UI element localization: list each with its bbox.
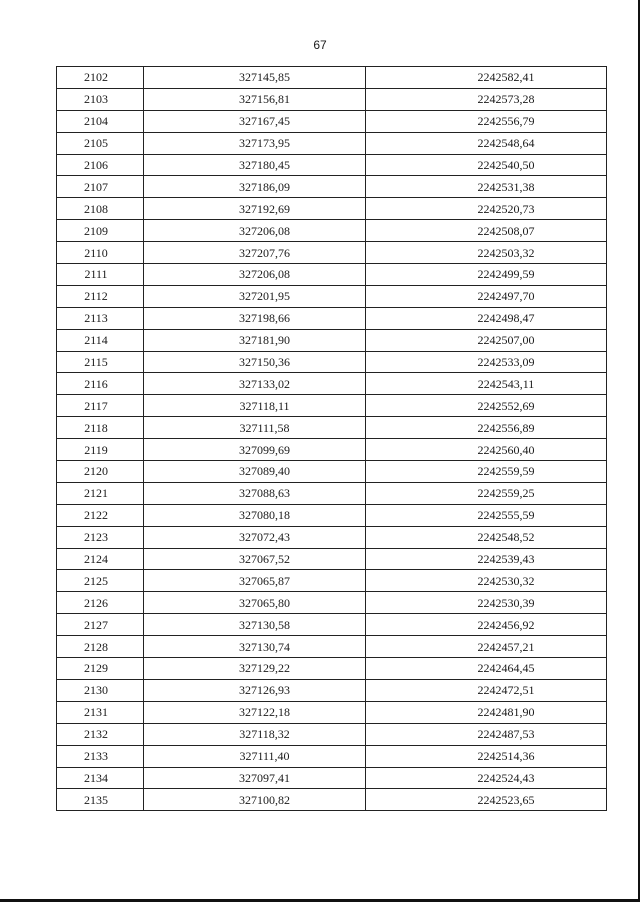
table-row bbox=[57, 176, 607, 198]
point-number-cell: 2106 bbox=[57, 154, 144, 176]
x-coordinate-cell: 327100,82 bbox=[144, 789, 366, 811]
x-coordinate-cell: 327207,76 bbox=[144, 242, 366, 264]
point-number-cell: 2129 bbox=[57, 658, 144, 680]
point-number-cell: 2111 bbox=[57, 264, 144, 286]
x-coordinate-cell: 327089,40 bbox=[144, 461, 366, 483]
y-coordinate-cell: 2242539,43 bbox=[366, 548, 607, 570]
point-number-cell: 2115 bbox=[57, 351, 144, 373]
table-row bbox=[57, 723, 607, 745]
table-row bbox=[57, 110, 607, 132]
x-coordinate-cell: 327099,69 bbox=[144, 439, 366, 461]
y-coordinate-cell: 2242499,59 bbox=[366, 264, 607, 286]
y-coordinate-cell: 2242548,52 bbox=[366, 526, 607, 548]
x-coordinate-cell: 327129,22 bbox=[144, 658, 366, 680]
x-coordinate-cell: 327198,66 bbox=[144, 307, 366, 329]
table-row bbox=[57, 614, 607, 636]
x-coordinate-cell: 327180,45 bbox=[144, 154, 366, 176]
x-coordinate-cell: 327167,45 bbox=[144, 110, 366, 132]
table-row bbox=[57, 132, 607, 154]
x-coordinate-cell: 327065,80 bbox=[144, 592, 366, 614]
x-coordinate-cell: 327072,43 bbox=[144, 526, 366, 548]
table-row bbox=[57, 482, 607, 504]
point-number-cell: 2102 bbox=[57, 67, 144, 89]
point-number-cell: 2114 bbox=[57, 329, 144, 351]
y-coordinate-cell: 2242556,89 bbox=[366, 417, 607, 439]
x-coordinate-cell: 327201,95 bbox=[144, 285, 366, 307]
y-coordinate-cell: 2242514,36 bbox=[366, 745, 607, 767]
table-row bbox=[57, 88, 607, 110]
table-row bbox=[57, 395, 607, 417]
table-row bbox=[57, 701, 607, 723]
table-row bbox=[57, 373, 607, 395]
y-coordinate-cell: 2242559,59 bbox=[366, 461, 607, 483]
y-coordinate-cell: 2242530,32 bbox=[366, 570, 607, 592]
x-coordinate-cell: 327145,85 bbox=[144, 67, 366, 89]
point-number-cell: 2123 bbox=[57, 526, 144, 548]
x-coordinate-cell: 327118,11 bbox=[144, 395, 366, 417]
point-number-cell: 2119 bbox=[57, 439, 144, 461]
point-number-cell: 2113 bbox=[57, 307, 144, 329]
table-row bbox=[57, 745, 607, 767]
x-coordinate-cell: 327122,18 bbox=[144, 701, 366, 723]
table-row bbox=[57, 548, 607, 570]
y-coordinate-cell: 2242503,32 bbox=[366, 242, 607, 264]
x-coordinate-cell: 327088,63 bbox=[144, 482, 366, 504]
page-number: 67 bbox=[313, 38, 327, 52]
table-row bbox=[57, 592, 607, 614]
x-coordinate-cell: 327181,90 bbox=[144, 329, 366, 351]
table-row bbox=[57, 307, 607, 329]
point-number-cell: 2131 bbox=[57, 701, 144, 723]
table-row bbox=[57, 417, 607, 439]
x-coordinate-cell: 327130,74 bbox=[144, 636, 366, 658]
y-coordinate-cell: 2242507,00 bbox=[366, 329, 607, 351]
y-coordinate-cell: 2242481,90 bbox=[366, 701, 607, 723]
point-number-cell: 2112 bbox=[57, 285, 144, 307]
table-row bbox=[57, 461, 607, 483]
y-coordinate-cell: 2242559,25 bbox=[366, 482, 607, 504]
y-coordinate-cell: 2242497,70 bbox=[366, 285, 607, 307]
point-number-cell: 2120 bbox=[57, 461, 144, 483]
table-row bbox=[57, 658, 607, 680]
point-number-cell: 2125 bbox=[57, 570, 144, 592]
point-number-cell: 2118 bbox=[57, 417, 144, 439]
table-row bbox=[57, 154, 607, 176]
y-coordinate-cell: 2242508,07 bbox=[366, 220, 607, 242]
table-row bbox=[57, 789, 607, 811]
point-number-cell: 2133 bbox=[57, 745, 144, 767]
y-coordinate-cell: 2242530,39 bbox=[366, 592, 607, 614]
x-coordinate-cell: 327130,58 bbox=[144, 614, 366, 636]
y-coordinate-cell: 2242457,21 bbox=[366, 636, 607, 658]
point-number-cell: 2105 bbox=[57, 132, 144, 154]
table-row bbox=[57, 67, 607, 89]
point-number-cell: 2135 bbox=[57, 789, 144, 811]
x-coordinate-cell: 327206,08 bbox=[144, 220, 366, 242]
point-number-cell: 2124 bbox=[57, 548, 144, 570]
x-coordinate-cell: 327080,18 bbox=[144, 504, 366, 526]
table-row bbox=[57, 767, 607, 789]
point-number-cell: 2132 bbox=[57, 723, 144, 745]
table-row bbox=[57, 526, 607, 548]
table-row bbox=[57, 285, 607, 307]
x-coordinate-cell: 327111,58 bbox=[144, 417, 366, 439]
table-row bbox=[57, 504, 607, 526]
y-coordinate-cell: 2242533,09 bbox=[366, 351, 607, 373]
coordinates-table bbox=[56, 66, 607, 811]
y-coordinate-cell: 2242555,59 bbox=[366, 504, 607, 526]
y-coordinate-cell: 2242582,41 bbox=[366, 67, 607, 89]
y-coordinate-cell: 2242523,65 bbox=[366, 789, 607, 811]
point-number-cell: 2122 bbox=[57, 504, 144, 526]
table-row bbox=[57, 636, 607, 658]
point-number-cell: 2128 bbox=[57, 636, 144, 658]
table-row bbox=[57, 679, 607, 701]
y-coordinate-cell: 2242498,47 bbox=[366, 307, 607, 329]
x-coordinate-cell: 327156,81 bbox=[144, 88, 366, 110]
table-row bbox=[57, 570, 607, 592]
x-coordinate-cell: 327126,93 bbox=[144, 679, 366, 701]
point-number-cell: 2126 bbox=[57, 592, 144, 614]
y-coordinate-cell: 2242552,69 bbox=[366, 395, 607, 417]
x-coordinate-cell: 327186,09 bbox=[144, 176, 366, 198]
table-row bbox=[57, 439, 607, 461]
y-coordinate-cell: 2242531,38 bbox=[366, 176, 607, 198]
point-number-cell: 2104 bbox=[57, 110, 144, 132]
x-coordinate-cell: 327150,36 bbox=[144, 351, 366, 373]
point-number-cell: 2127 bbox=[57, 614, 144, 636]
x-coordinate-cell: 327067,52 bbox=[144, 548, 366, 570]
point-number-cell: 2109 bbox=[57, 220, 144, 242]
y-coordinate-cell: 2242456,92 bbox=[366, 614, 607, 636]
table-row bbox=[57, 351, 607, 373]
point-number-cell: 2103 bbox=[57, 88, 144, 110]
x-coordinate-cell: 327118,32 bbox=[144, 723, 366, 745]
y-coordinate-cell: 2242464,45 bbox=[366, 658, 607, 680]
x-coordinate-cell: 327133,02 bbox=[144, 373, 366, 395]
table-row bbox=[57, 264, 607, 286]
point-number-cell: 2107 bbox=[57, 176, 144, 198]
point-number-cell: 2134 bbox=[57, 767, 144, 789]
point-number-cell: 2108 bbox=[57, 198, 144, 220]
y-coordinate-cell: 2242520,73 bbox=[366, 198, 607, 220]
x-coordinate-cell: 327192,69 bbox=[144, 198, 366, 220]
x-coordinate-cell: 327111,40 bbox=[144, 745, 366, 767]
point-number-cell: 2117 bbox=[57, 395, 144, 417]
point-number-cell: 2110 bbox=[57, 242, 144, 264]
y-coordinate-cell: 2242548,64 bbox=[366, 132, 607, 154]
coordinates-table-body bbox=[57, 67, 607, 811]
table-row bbox=[57, 220, 607, 242]
y-coordinate-cell: 2242487,53 bbox=[366, 723, 607, 745]
y-coordinate-cell: 2242560,40 bbox=[366, 439, 607, 461]
point-number-cell: 2121 bbox=[57, 482, 144, 504]
table-row bbox=[57, 242, 607, 264]
y-coordinate-cell: 2242540,50 bbox=[366, 154, 607, 176]
x-coordinate-cell: 327173,95 bbox=[144, 132, 366, 154]
y-coordinate-cell: 2242573,28 bbox=[366, 88, 607, 110]
x-coordinate-cell: 327097,41 bbox=[144, 767, 366, 789]
x-coordinate-cell: 327206,08 bbox=[144, 264, 366, 286]
point-number-cell: 2116 bbox=[57, 373, 144, 395]
x-coordinate-cell: 327065,87 bbox=[144, 570, 366, 592]
y-coordinate-cell: 2242472,51 bbox=[366, 679, 607, 701]
point-number-cell: 2130 bbox=[57, 679, 144, 701]
y-coordinate-cell: 2242524,43 bbox=[366, 767, 607, 789]
table-row bbox=[57, 329, 607, 351]
table-row bbox=[57, 198, 607, 220]
y-coordinate-cell: 2242556,79 bbox=[366, 110, 607, 132]
y-coordinate-cell: 2242543,11 bbox=[366, 373, 607, 395]
